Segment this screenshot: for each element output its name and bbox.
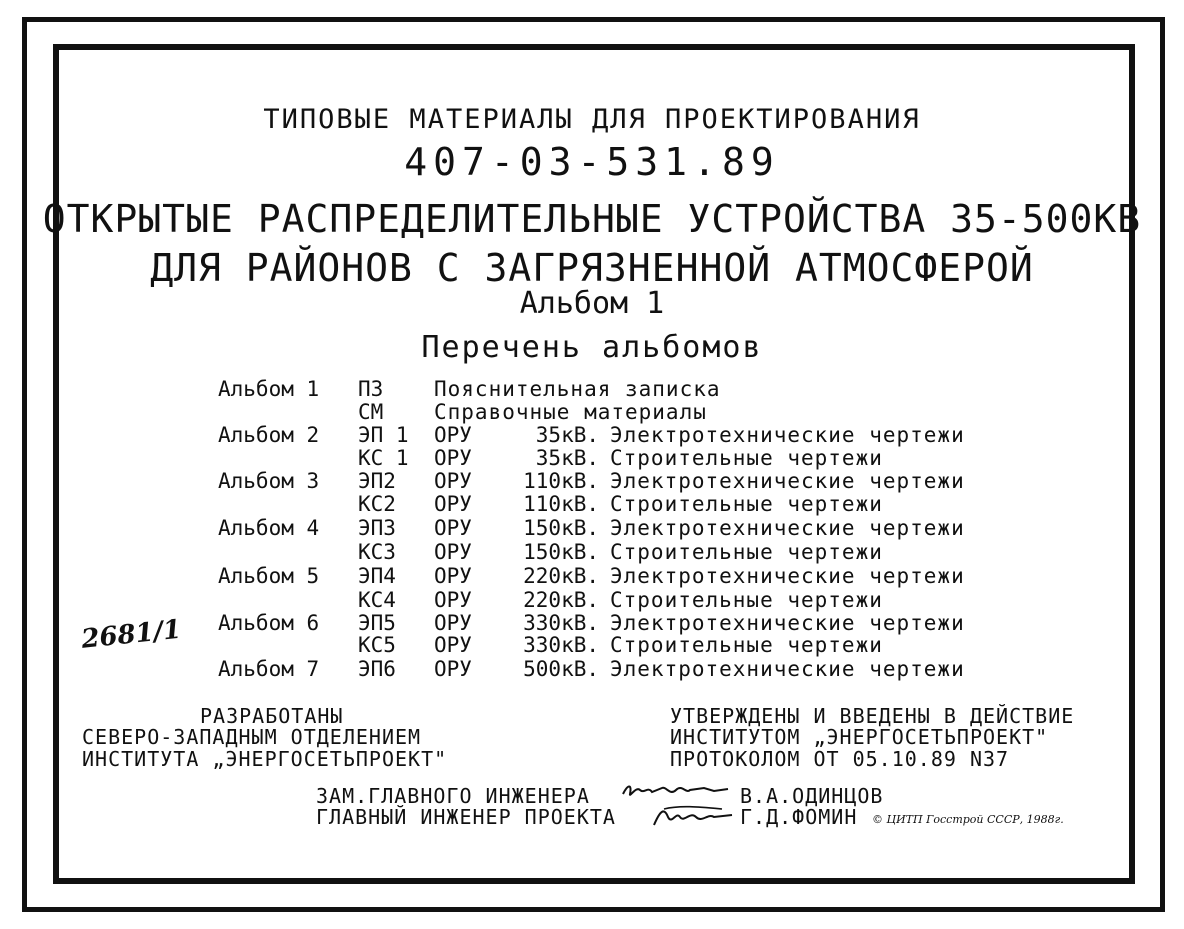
deputy-signature-icon [620, 780, 732, 802]
album-code: КС4 [358, 588, 396, 612]
album-description: Электротехнические чертежи [610, 564, 965, 588]
album-code: ПЗ [358, 377, 384, 401]
album-description: Строительные чертежи [610, 588, 883, 612]
album-oru: ОРУ [434, 423, 472, 447]
album-oru: ОРУ [434, 564, 472, 588]
album-description: Пояснительная записка [434, 377, 721, 401]
album-oru: ОРУ [434, 633, 472, 657]
album-list-heading: Перечень альбомов [421, 330, 763, 365]
album-code: ЭП4 [358, 564, 396, 588]
album-oru: ОРУ [434, 516, 472, 540]
album-voltage: 150кВ. [523, 516, 599, 540]
album-number: Альбом 1 [218, 377, 320, 401]
album-oru: ОРУ [434, 469, 472, 493]
album-voltage: 150кВ. [523, 540, 599, 564]
album-voltage: 330кВ. [523, 611, 599, 635]
album-description: Электротехнические чертежи [610, 657, 965, 681]
document-number: 407-03-531.89 [404, 140, 780, 184]
chief-engineer-title: ГЛАВНЫЙ ИНЖЕНЕР ПРОЕКТА [316, 805, 616, 829]
album-oru: ОРУ [434, 588, 472, 612]
copyright-note: © ЦИТП Госстрой СССР, 1988г. [872, 813, 1064, 826]
album-code: КС3 [358, 540, 396, 564]
series-title: ТИПОВЫЕ МАТЕРИАЛЫ ДЛЯ ПРОЕКТИРОВАНИЯ [263, 104, 921, 135]
album-number: Альбом 7 [218, 657, 320, 681]
album-oru: ОРУ [434, 540, 472, 564]
album-description: Строительные чертежи [610, 446, 883, 470]
album-code: ЭП3 [358, 516, 396, 540]
main-title-line1: ОТКРЫТЫЕ РАСПРЕДЕЛИТЕЛЬНЫЕ УСТРОЙСТВА 35-500КВ [42, 197, 1142, 241]
album-oru: ОРУ [434, 446, 472, 470]
album-code: СМ [358, 400, 384, 424]
main-title-line2: ДЛЯ РАЙОНОВ С ЗАГРЯЗНЕННОЙ АТМОСФЕРОЙ [150, 246, 1034, 290]
album-voltage: 110кВ. [523, 469, 599, 493]
archive-number: 2681/1 [80, 614, 183, 655]
album-voltage: 220кВ. [523, 588, 599, 612]
album-code: КС5 [358, 633, 396, 657]
album-description: Справочные материалы [434, 400, 707, 424]
album-code: КС2 [358, 492, 396, 516]
chief-signature-icon [650, 803, 736, 829]
approval-line3: ПРОТОКОЛОМ ОТ 05.10.89 N37 [670, 747, 1010, 771]
album-code: ЭП5 [358, 611, 396, 635]
album-voltage: 330кВ. [523, 633, 599, 657]
album-voltage: 220кВ. [523, 564, 599, 588]
album-description: Электротехнические чертежи [610, 516, 965, 540]
album-number: Альбом 6 [218, 611, 320, 635]
album-description: Строительные чертежи [610, 540, 883, 564]
album-code: КС 1 [358, 446, 409, 470]
deputy-chief-name: В.А.ОДИНЦОВ [740, 784, 884, 808]
album-description: Электротехнические чертежи [610, 469, 965, 493]
album-code: ЭП6 [358, 657, 396, 681]
developer-heading: РАЗРАБОТАНЫ [200, 704, 344, 728]
album-description: Электротехнические чертежи [610, 611, 965, 635]
album-voltage: 110кВ. [523, 492, 599, 516]
album-oru: ОРУ [434, 657, 472, 681]
album-number: Альбом 4 [218, 516, 320, 540]
album-voltage: 35кВ. [535, 423, 599, 447]
album-number: Альбом 3 [218, 469, 320, 493]
developer-line2: СЕВЕРО-ЗАПАДНЫМ ОТДЕЛЕНИЕМ [82, 725, 422, 749]
chief-engineer-name: Г.Д.ФОМИН [740, 805, 858, 829]
album-oru: ОРУ [434, 611, 472, 635]
album-code: ЭП2 [358, 469, 396, 493]
deputy-chief-title: ЗАМ.ГЛАВНОГО ИНЖЕНЕРА [316, 784, 590, 808]
album-number: Альбом 2 [218, 423, 320, 447]
album-code: ЭП 1 [358, 423, 409, 447]
album-description: Электротехнические чертежи [610, 423, 965, 447]
approval-line2: ИНСТИТУТОМ „ЭНЕРГОСЕТЬПРОЕКТ" [670, 725, 1049, 749]
album-description: Строительные чертежи [610, 633, 883, 657]
album-description: Строительные чертежи [610, 492, 883, 516]
developer-line3: ИНСТИТУТА „ЭНЕРГОСЕТЬПРОЕКТ" [82, 747, 448, 771]
album-number: Альбом 5 [218, 564, 320, 588]
album-label: Альбом 1 [519, 286, 665, 321]
approval-line1: УТВЕРЖДЕНЫ И ВВЕДЕНЫ В ДЕЙСТВИЕ [670, 704, 1075, 728]
album-voltage: 35кВ. [535, 446, 599, 470]
album-oru: ОРУ [434, 492, 472, 516]
album-voltage: 500кВ. [523, 657, 599, 681]
